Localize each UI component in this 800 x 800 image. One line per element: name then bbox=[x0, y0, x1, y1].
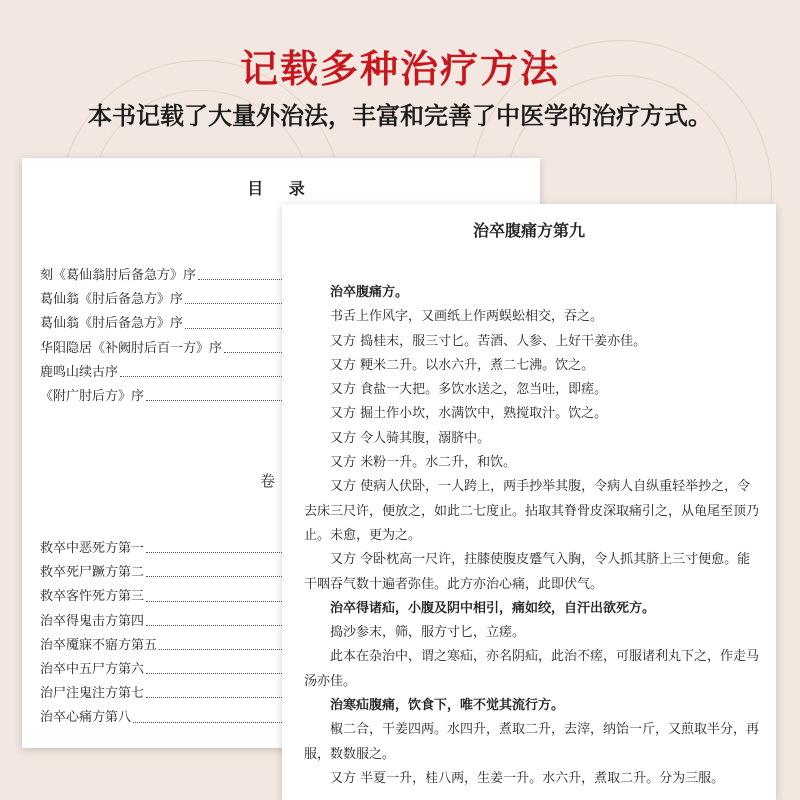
paragraph: 又方 令人骑其腹，溺脐中。 bbox=[330, 430, 491, 446]
paragraph: 又方 使病人伏卧，一人跨上，两手抄举其腹，令病人自纵重轻举抄之，令去床三尺许，便放之，如此二七度止。拈取其脊骨皮深取痛引之，从龟尾至顶乃止。未愈，更为之。 bbox=[304, 479, 760, 543]
toc-item-label: 《附广肘后方》序 bbox=[40, 388, 145, 404]
toc-item[interactable] bbox=[40, 385, 290, 409]
toc-leader-dots bbox=[146, 658, 290, 674]
toc-item[interactable] bbox=[40, 682, 290, 706]
toc-item-label: 鹿鸣山续古序 bbox=[40, 364, 119, 380]
toc-item[interactable] bbox=[40, 585, 290, 609]
paragraph: 又方 食盐一大把。多饮水送之，忽当吐，即瘥。 bbox=[330, 382, 608, 398]
headline: 记载多种治疗方法 bbox=[239, 47, 560, 91]
paragraph: 又方 掘土作小坎，水满饮中，熟搅取汁。饮之。 bbox=[330, 406, 608, 422]
toc-item[interactable] bbox=[40, 634, 290, 658]
toc-item-label: 刻《葛仙翁肘后备急方》序 bbox=[40, 268, 197, 283]
toc-item-label: 治卒魇寐不寤方第五 bbox=[40, 637, 158, 653]
toc-leader-dots bbox=[198, 264, 290, 280]
toc-item[interactable] bbox=[40, 264, 290, 288]
toc-leader-dots bbox=[133, 706, 290, 722]
paragraph: 书舌上作风字，又画纸上作两蜈蚣相交，吞之。 bbox=[330, 309, 604, 325]
toc-title: 目 录 bbox=[247, 179, 315, 198]
toc-item[interactable] bbox=[40, 361, 290, 385]
paragraph: 又方 半夏一升，桂八两，生姜一升。水六升，煮取二升。分为三服。 bbox=[330, 770, 725, 786]
section-heading: 治寒疝腹痛，饮食下，唯不觉其流行方。 bbox=[330, 698, 565, 714]
toc-item-label: 葛仙翁《肘后备急方》序 bbox=[40, 292, 184, 308]
paragraph: 又方 粳米二升。以水六升，煮二七沸。饮之。 bbox=[330, 357, 595, 373]
toc-leader-dots bbox=[159, 634, 290, 650]
toc-item[interactable] bbox=[40, 337, 290, 361]
toc-leader-dots bbox=[146, 585, 290, 601]
toc-leader-dots bbox=[146, 561, 290, 577]
subheadline: 本书记载了大量外治法，丰富和完善了中医学的治疗方式。 bbox=[88, 102, 712, 130]
toc-leader-dots bbox=[146, 682, 290, 698]
chapter-body bbox=[304, 281, 760, 791]
chapter-title: 治卒腹痛方第九 bbox=[472, 221, 585, 240]
toc-item[interactable] bbox=[40, 610, 290, 634]
paragraph: 捣沙参末，筛，服方寸匕，立瘥。 bbox=[330, 625, 526, 641]
toc-item-label: 治卒得鬼击方第四 bbox=[40, 613, 145, 629]
paragraph: 又方 捣桂末，服三寸匕。苦酒、人参、上好干姜亦佳。 bbox=[330, 333, 647, 349]
toc-item-label: 华阳隐居《补阙肘后百一方》序 bbox=[40, 340, 223, 356]
toc-leader-dots bbox=[185, 288, 290, 304]
toc-leader-dots bbox=[185, 312, 290, 328]
toc-leader-dots bbox=[224, 337, 290, 353]
paragraph: 又方 米粉一升。水二升，和饮。 bbox=[330, 455, 517, 471]
toc-item-label: 治尸注鬼注方第七 bbox=[40, 686, 145, 702]
toc-chapter-list bbox=[40, 537, 290, 731]
toc-volume-label: 卷 bbox=[260, 472, 276, 490]
toc-leader-dots bbox=[146, 385, 290, 401]
paragraph: 此本在杂治中，谓之寒疝，亦名阴疝，此治不瘥，可服诸利丸下之，作走马汤亦佳。 bbox=[304, 649, 760, 689]
toc-item[interactable] bbox=[40, 658, 290, 682]
toc-leader-dots bbox=[146, 610, 290, 626]
toc-item[interactable] bbox=[40, 561, 290, 585]
toc-item-label: 救卒中恶死方第一 bbox=[40, 541, 145, 556]
toc-leader-dots bbox=[146, 537, 290, 553]
toc-item-label: 治卒心痛方第八 bbox=[40, 710, 132, 726]
toc-item[interactable] bbox=[40, 312, 290, 336]
toc-item[interactable] bbox=[40, 706, 290, 730]
section-heading: 治卒得诸疝，小腹及阴中相引，痛如绞，自汗出欲死方。 bbox=[330, 600, 656, 616]
toc-preface-list bbox=[40, 264, 290, 409]
section-heading: 治卒腹痛方。 bbox=[330, 285, 409, 300]
toc-item-label: 治卒中五尸方第六 bbox=[40, 661, 145, 677]
toc-item[interactable] bbox=[40, 288, 290, 312]
content-page bbox=[282, 204, 776, 800]
toc-item-label: 葛仙翁《肘后备急方》序 bbox=[40, 316, 184, 332]
toc-item-label: 救卒死尸蹶方第二 bbox=[40, 565, 145, 581]
paragraph: 又方 令卧枕高一尺许，拄膝使腹皮蹙气入胸，令人抓其脐上三寸便愈。能干咽吞气数十遍者弥佳。此方亦治心痛，此即伏气。 bbox=[304, 552, 751, 592]
toc-leader-dots bbox=[120, 361, 290, 377]
toc-item-label: 救卒客忤死方第三 bbox=[40, 589, 145, 605]
toc-item[interactable] bbox=[40, 537, 290, 561]
paragraph: 椒二合，干姜四两。水四升，煮取二升，去滓，纳饴一斤，又煎取半分，再服，数数服之。 bbox=[304, 722, 760, 762]
